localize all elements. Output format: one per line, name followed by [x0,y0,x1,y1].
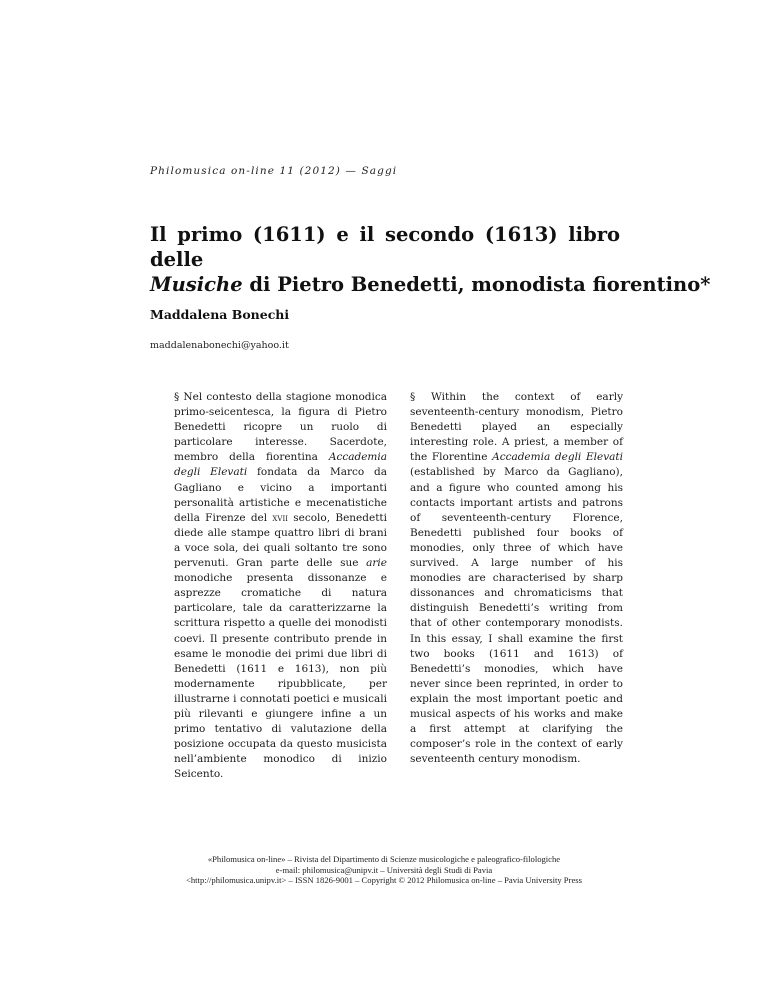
page-footer [84,854,684,886]
title-italic-word: Musiche [150,273,243,296]
footer-line-3: <http://philomusica.unipv.it> – ISSN 1826-9001 – Copyright © 2012 Philomusica on-line – Pavia University Press [186,875,582,886]
footer-line-2: e-mail: philomusica@unipv.it – Università degli Studi di Pavia [275,864,493,875]
abstract-it-academy: Accademia degli Elevati [174,451,387,479]
section-name: Saggi [361,165,398,177]
abstract-italian [174,390,387,782]
title-line-2-rest: di Pietro Benedetti, monodista fiorentino* [242,273,711,296]
abstract-en-academy: Accademia degli Elevati [492,451,623,464]
abstract-it-text-2: fondata da Marco da Gagliano e vicino a importanti personalità artistiche e mecenatistiche della Firenze del [174,466,388,524]
abstract-it-text-3: secolo, Benedetti diede alle stampe quattro libri di brani a voce sola, dei quali soltanto tre sono pervenuti. Gran parte delle sue [174,511,387,570]
abstract-it-arie: arie [366,557,387,570]
abstract-english [410,390,623,767]
abstract-en-text-1: § Within the context of early seventeenth-century monodism, Pietro Benedetti played an especially interesting role. A priest, a member of the Florentine [410,391,623,464]
article-title [150,222,711,297]
running-head-separator: — [340,165,362,177]
abstract-en-text-2: (established by Marco da Gagliano), and a figure who counted among his contacts important artists and patrons of seventeenth-century Florence, Benedetti published four books of monodies, only three of which have survived. A large number of his monodies are characterised by sharp dissonances and chromaticisms that distinguish Benedetti’s writing from that of other contemporary monodists. In this essay, I shall examine the first two books (1611 and 1613) of Benedetti’s monodies, which have never since been reprinted, in order to explain the most important poetic and musical aspects of his works and make a first attempt at clarifying the composer’s role in the context of early seventeenth century monodism. [410,466,623,766]
abstract-it-text-1: § Nel contesto della stagione monodica primo-seicentesca, la figura di Pietro Benedetti ricopre un ruolo di particolare interesse. Sacerdote, membro della fiorentina [174,391,387,464]
journal-issue: Philomusica on-line 11 (2012) [150,165,341,177]
footer-line-1: «Philomusica on-line» – Rivista del Dipartimento di Scienze musicologiche e paleografico-filologiche [207,854,561,864]
running-head [150,165,397,177]
abstract-it-century: xvii [272,511,288,524]
author-email: maddalenabonechi@yahoo.it [150,340,289,351]
title-line-2 [150,272,711,297]
title-line-1: Il primo (1611) e il secondo (1613) libro delle [150,223,620,271]
abstract-it-text-4: monodiche presenta dissonanze e asprezze cromatiche di natura particolare, tale da caratterizzarne la scrittura rispetto a quelle dei monodisti coevi. Il presente contributo prende in esame le monodie dei primi due libri di Benedetti (1611 e 1613), non più modernamente ripubblicate, per illustrarne i connotati poetici e musicali più rilevanti e giungere infine a un primo tentativo di valutazione della posizione occupata da questo musicista nell’ambiente monodico di inizio Seicento. [174,572,387,781]
author-name: Maddalena Bonechi [150,307,290,322]
